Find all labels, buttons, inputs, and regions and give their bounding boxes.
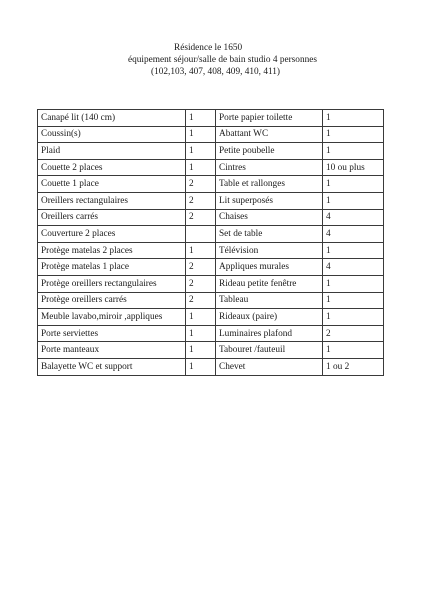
item-qty-left: 2	[186, 209, 216, 226]
equipment-subtitle: équipement séjour/salle de bain studio 4 personnes	[128, 55, 317, 65]
item-qty-right: 2	[323, 325, 384, 342]
item-qty-left: 1	[186, 110, 216, 127]
item-name-left: Couverture 2 places	[38, 226, 186, 243]
table-row	[38, 176, 384, 193]
item-name-left: Coussin(s)	[38, 126, 186, 143]
item-qty-right: 4	[323, 226, 384, 243]
inventory-table	[37, 109, 384, 376]
item-name-left: Oreillers carrés	[38, 209, 186, 226]
item-qty-right: 10 ou plus	[323, 159, 384, 176]
item-qty-left: 1	[186, 143, 216, 160]
item-qty-right: 4	[323, 259, 384, 276]
item-qty-right: 1	[323, 126, 384, 143]
item-name-left: Couette 2 places	[38, 159, 186, 176]
item-qty-left: 1	[186, 159, 216, 176]
item-name-right: Luminaires plafond	[216, 325, 323, 342]
item-qty-left: 2	[186, 259, 216, 276]
item-qty-left: 2	[186, 192, 216, 209]
item-name-left: Oreillers rectangulaires	[38, 192, 186, 209]
item-name-left: Protège matelas 1 place	[38, 259, 186, 276]
item-name-right: Tableau	[216, 292, 323, 309]
item-qty-right: 1	[323, 275, 384, 292]
table-row	[38, 325, 384, 342]
item-name-right: Chevet	[216, 358, 323, 375]
item-qty-right: 1	[323, 242, 384, 259]
item-qty-left: 1	[186, 342, 216, 359]
item-qty-right: 1 ou 2	[323, 358, 384, 375]
item-name-left: Plaid	[38, 143, 186, 160]
table-row	[38, 342, 384, 359]
item-name-right: Chaises	[216, 209, 323, 226]
item-name-right: Table et rallonges	[216, 176, 323, 193]
table-row	[38, 259, 384, 276]
item-name-right: Rideau petite fenêtre	[216, 275, 323, 292]
item-name-right: Télévision	[216, 242, 323, 259]
item-name-left: Porte manteaux	[38, 342, 186, 359]
item-qty-right: 1	[323, 309, 384, 326]
item-name-left: Protège matelas 2 places	[38, 242, 186, 259]
item-qty-right: 1	[323, 342, 384, 359]
table-row	[38, 275, 384, 292]
studio-numbers: (102,103, 407, 408, 409, 410, 411)	[151, 67, 281, 77]
item-qty-left: 1	[186, 126, 216, 143]
table-row	[38, 209, 384, 226]
item-qty-left: 1	[186, 309, 216, 326]
item-name-left: Protège oreillers carrés	[38, 292, 186, 309]
table-row	[38, 110, 384, 127]
item-qty-right: 1	[323, 110, 384, 127]
item-name-right: Tabouret /fauteuil	[216, 342, 323, 359]
table-row	[38, 358, 384, 375]
item-qty-right: 1	[323, 292, 384, 309]
table-row	[38, 226, 384, 243]
item-qty-left: 1	[186, 358, 216, 375]
table-row	[38, 292, 384, 309]
item-name-left: Balayette WC et support	[38, 358, 186, 375]
item-name-left: Porte serviettes	[38, 325, 186, 342]
table-row	[38, 242, 384, 259]
table-row	[38, 192, 384, 209]
table-row	[38, 126, 384, 143]
item-name-left: Couette 1 place	[38, 176, 186, 193]
item-qty-left: 2	[186, 275, 216, 292]
item-qty-right: 1	[323, 192, 384, 209]
table-row	[38, 143, 384, 160]
item-name-right: Porte papier toilette	[216, 110, 323, 127]
item-name-right: Cintres	[216, 159, 323, 176]
item-name-right: Abattant WC	[216, 126, 323, 143]
residence-title: Résidence le 1650	[174, 43, 243, 53]
item-name-left: Meuble lavabo,miroir ,appliques	[38, 309, 186, 326]
table-row	[38, 309, 384, 326]
item-qty-right: 1	[323, 176, 384, 193]
table-row	[38, 159, 384, 176]
item-qty-left: 1	[186, 242, 216, 259]
item-name-right: Lit superposés	[216, 192, 323, 209]
inventory-table-body	[38, 110, 384, 376]
item-qty-left: 1	[186, 325, 216, 342]
item-name-left: Canapé lit (140 cm)	[38, 110, 186, 127]
item-name-right: Rideaux (paire)	[216, 309, 323, 326]
item-qty-right: 4	[323, 209, 384, 226]
item-name-right: Appliques murales	[216, 259, 323, 276]
item-name-left: Protège oreillers rectangulaires	[38, 275, 186, 292]
item-qty-left	[186, 226, 216, 243]
item-name-right: Petite poubelle	[216, 143, 323, 160]
item-name-right: Set de table	[216, 226, 323, 243]
item-qty-left: 2	[186, 176, 216, 193]
item-qty-right: 1	[323, 143, 384, 160]
item-qty-left: 2	[186, 292, 216, 309]
